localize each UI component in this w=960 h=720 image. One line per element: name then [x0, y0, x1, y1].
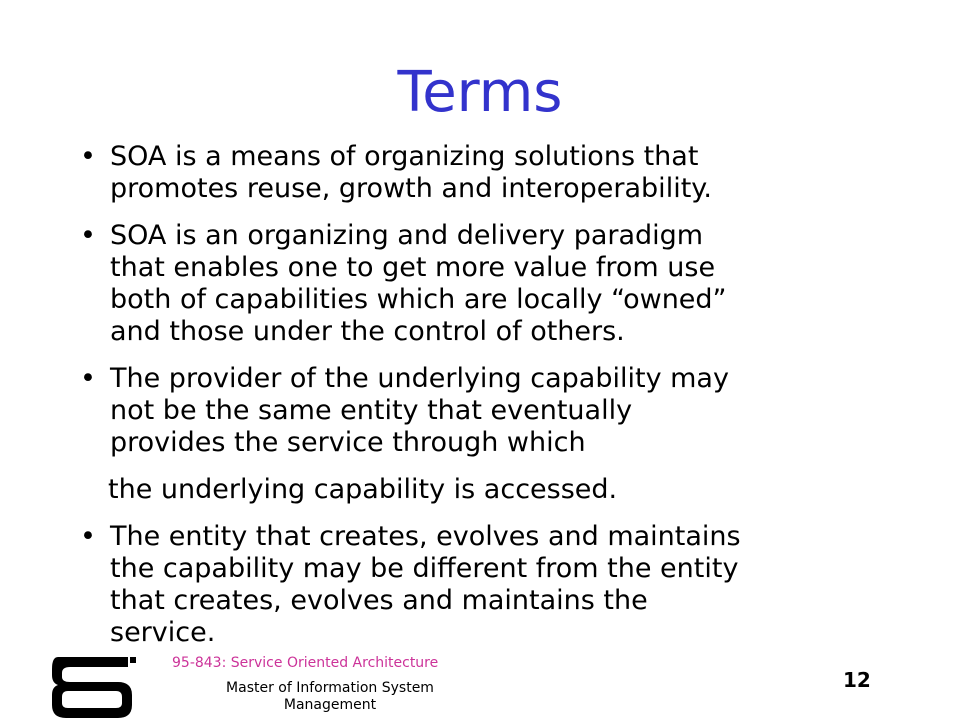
bullet-dot: • [80, 521, 96, 552]
bullet-line: service. [110, 617, 216, 648]
bullet-line: and those under the control of others. [110, 316, 625, 347]
bullet-dot: • [80, 363, 96, 394]
bullet-list [0, 141, 960, 664]
logo-icon [48, 655, 138, 720]
bullet-line: provides the service through which [110, 427, 586, 458]
bullet-line: that creates, evolves and maintains the [110, 585, 648, 616]
bullet-dot: • [80, 141, 96, 172]
bullet-continuation-line: the underlying capability is accessed. [108, 474, 618, 505]
course-label: 95-843: Service Oriented Architecture [172, 655, 439, 671]
bullet-item [0, 363, 870, 506]
bullet-dot: • [80, 220, 96, 251]
bullet-line: promotes reuse, growth and interoperability. [110, 173, 712, 204]
bullet-line: not be the same entity that eventually [110, 395, 633, 426]
bullet-line: The provider of the underlying capability may [110, 363, 729, 394]
bullet-line: SOA is a means of organizing solutions that [110, 141, 699, 172]
page-number: 12 [843, 668, 871, 692]
bullet-item [0, 220, 870, 348]
bullet-line: SOA is an organizing and delivery paradigm [110, 220, 704, 251]
bullet-line: both of capabilities which are locally “owned” [110, 284, 727, 315]
bullet-line: the capability may be different from the entity [110, 553, 739, 584]
slide-title: Terms [397, 60, 563, 125]
bullet-line: that enables one to get more value from use [110, 252, 716, 283]
bullet-item [0, 141, 870, 205]
bullet-item [0, 521, 870, 649]
bullet-line: The entity that creates, evolves and maintains [110, 521, 741, 552]
program-label: Master of Information System Management [226, 680, 434, 713]
